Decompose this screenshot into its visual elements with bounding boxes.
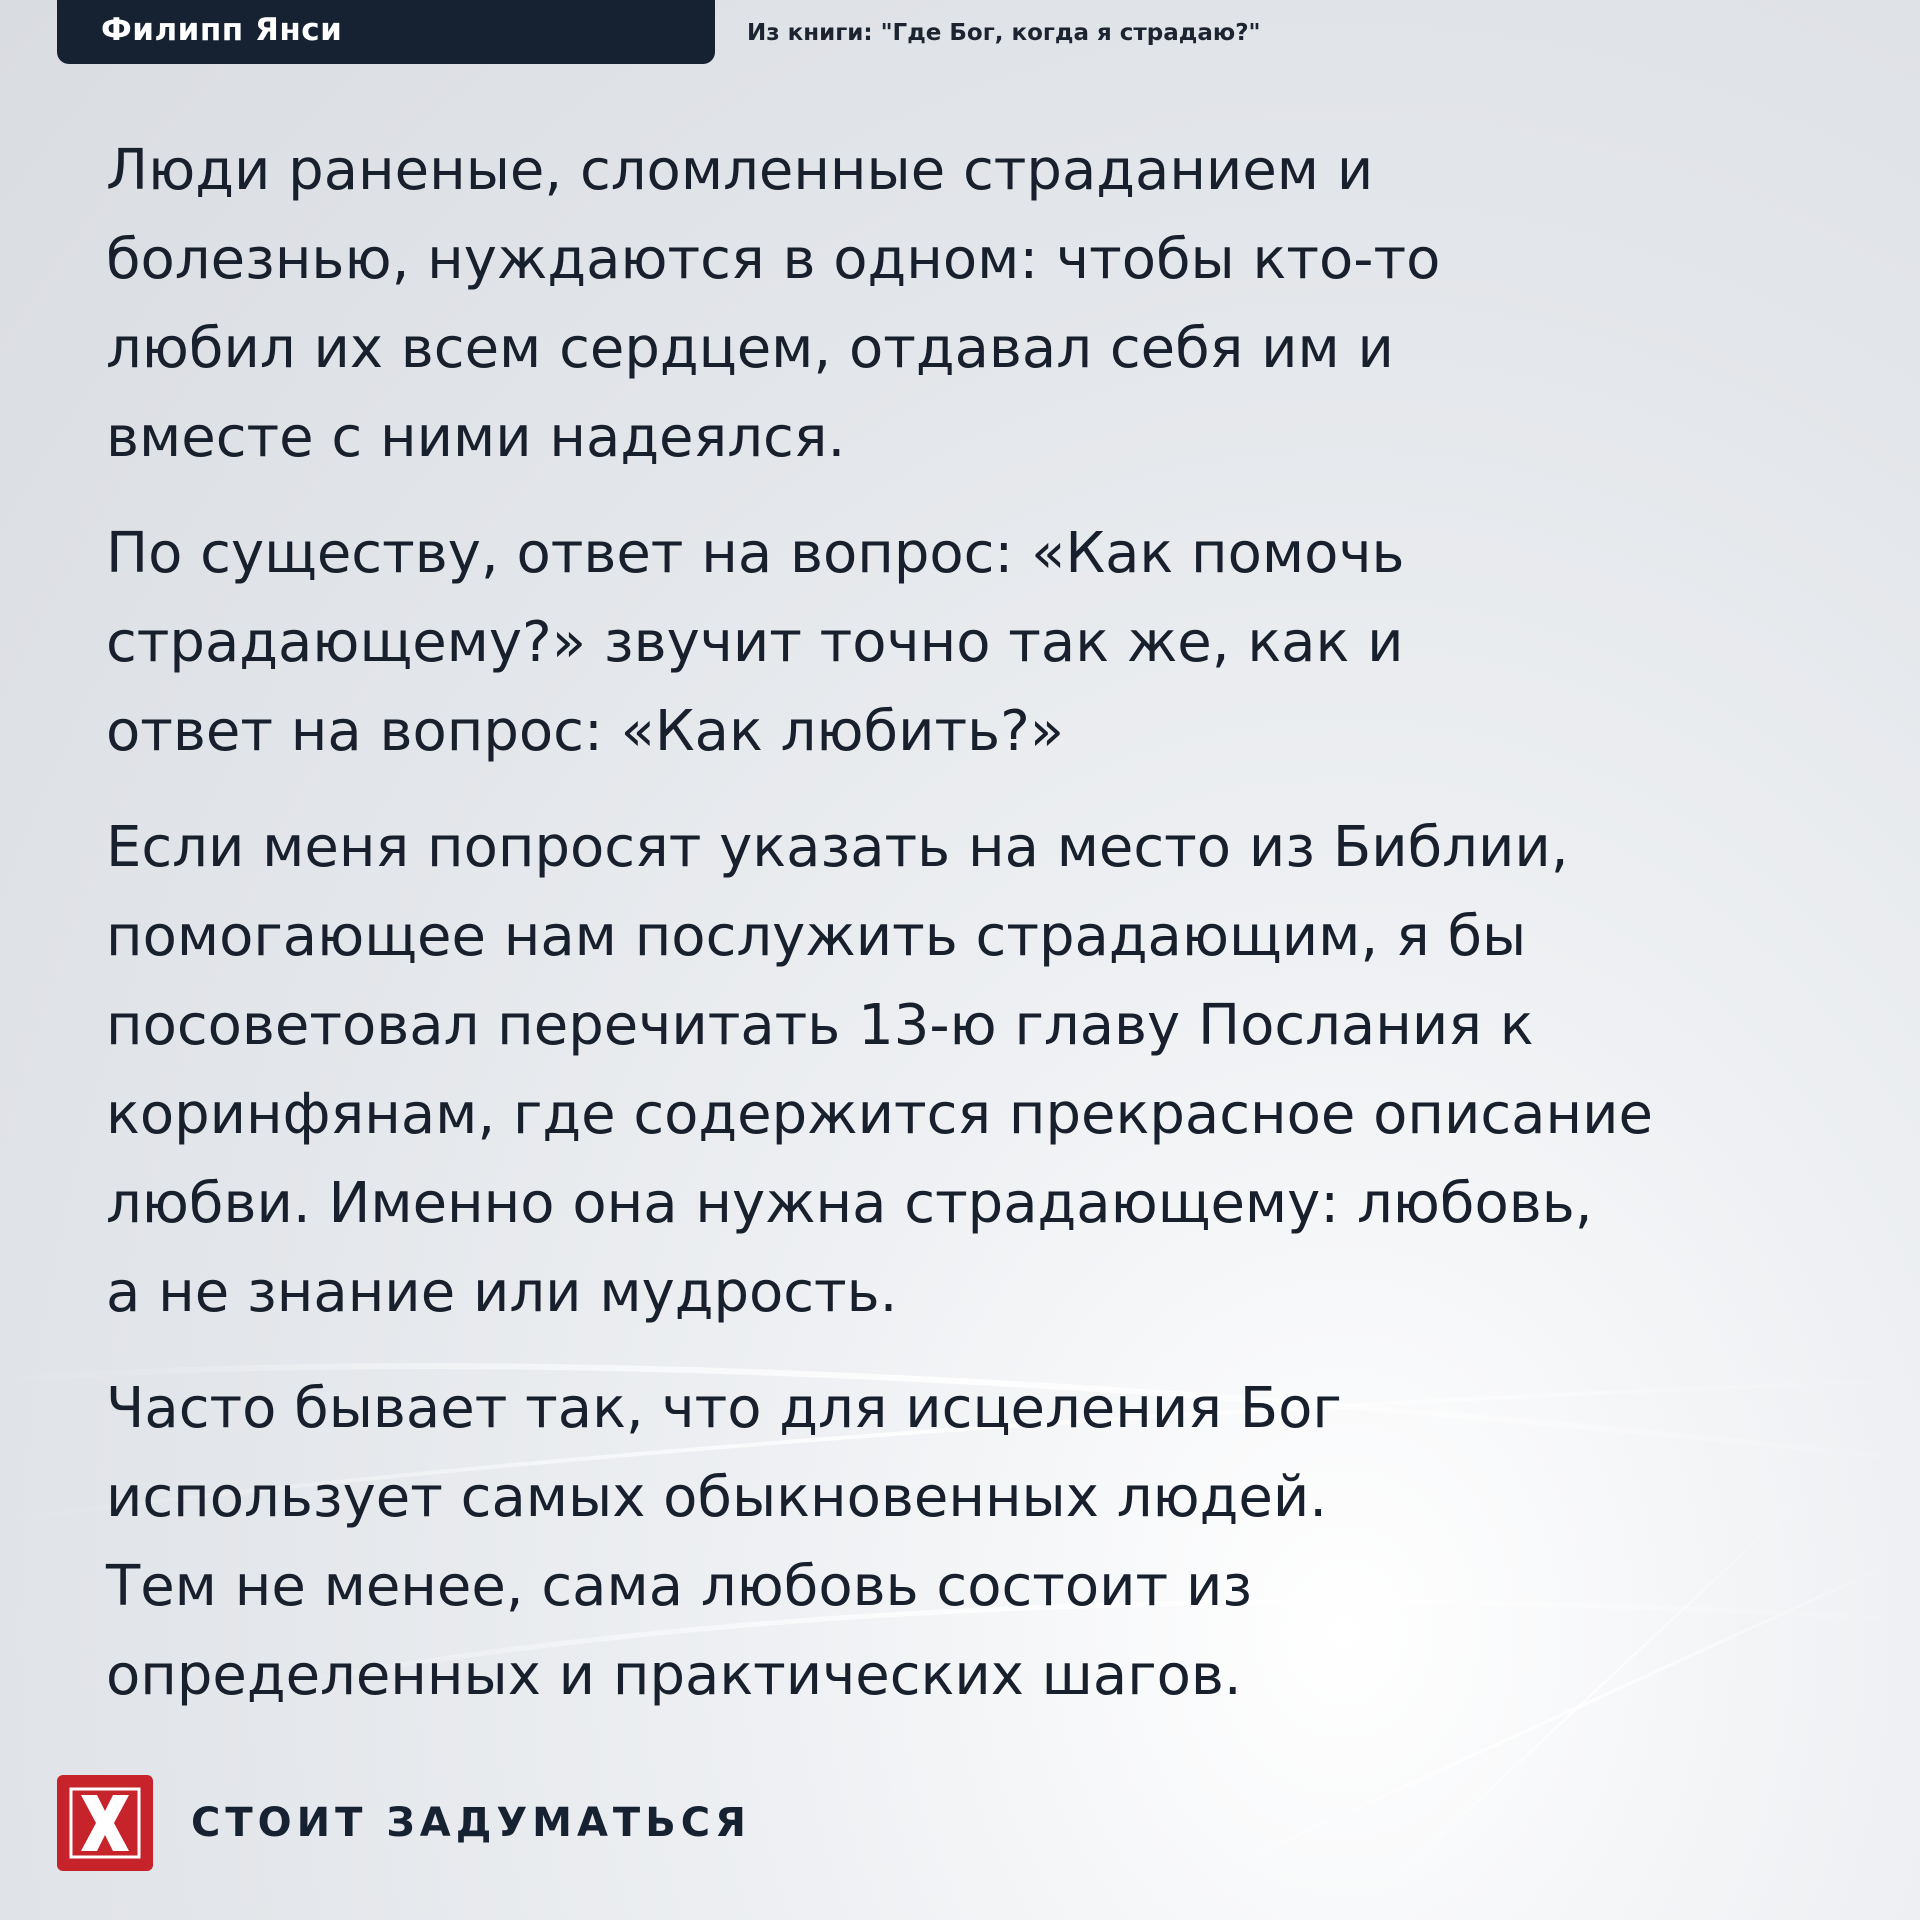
brand-name: СТОИТ ЗАДУМАТЬСЯ: [191, 1800, 751, 1846]
quote-line: По существу, ответ на вопрос: «Как помочь: [106, 521, 1405, 586]
quote-line: Люди раненые, сломленные страданием и: [106, 138, 1374, 203]
quote-line: болезнью, нуждаются в одном: чтобы кто-то: [106, 227, 1441, 292]
quote-line: любил их всем сердцем, отдавал себя им и: [106, 316, 1394, 381]
book-source: Из книги: "Где Бог, когда я страдаю?": [747, 20, 1261, 46]
quote-paragraph-3: [106, 803, 1886, 1337]
x-logo-glyph: [67, 1785, 143, 1861]
brand-footer: [57, 1775, 751, 1871]
quote-line: вместе с ними надеялся.: [106, 405, 846, 470]
quote-line: использует самых обыкновенных людей.: [106, 1465, 1328, 1530]
quote-line: Часто бывает так, что для исцеления Бог: [106, 1376, 1342, 1441]
quote-paragraph-2: [106, 509, 1886, 776]
quote-paragraph-1: [106, 126, 1886, 482]
quote-line: посоветовал перечитать 13-ю главу Послания к: [106, 993, 1534, 1058]
quote-line: Тем не менее, сама любовь состоит из: [106, 1554, 1253, 1619]
author-badge: Филипп Янси: [57, 0, 715, 64]
quote-line: любви. Именно она нужна страдающему: любовь,: [106, 1171, 1593, 1236]
quote-line: а не знание или мудрость.: [106, 1260, 898, 1325]
quote-line: страдающему?» звучит точно так же, как и: [106, 610, 1404, 675]
quote-paragraph-4: [106, 1364, 1886, 1720]
quote-line: Если меня попросят указать на место из Библии,: [106, 815, 1569, 880]
quote-text: [106, 126, 1886, 1747]
quote-line: коринфянам, где содержится прекрасное описание: [106, 1082, 1653, 1147]
quote-line: ответ на вопрос: «Как любить?»: [106, 699, 1065, 764]
quote-line: определенных и практических шагов.: [106, 1643, 1242, 1708]
x-logo-icon: [57, 1775, 153, 1871]
quote-line: помогающее нам послужить страдающим, я бы: [106, 904, 1527, 969]
